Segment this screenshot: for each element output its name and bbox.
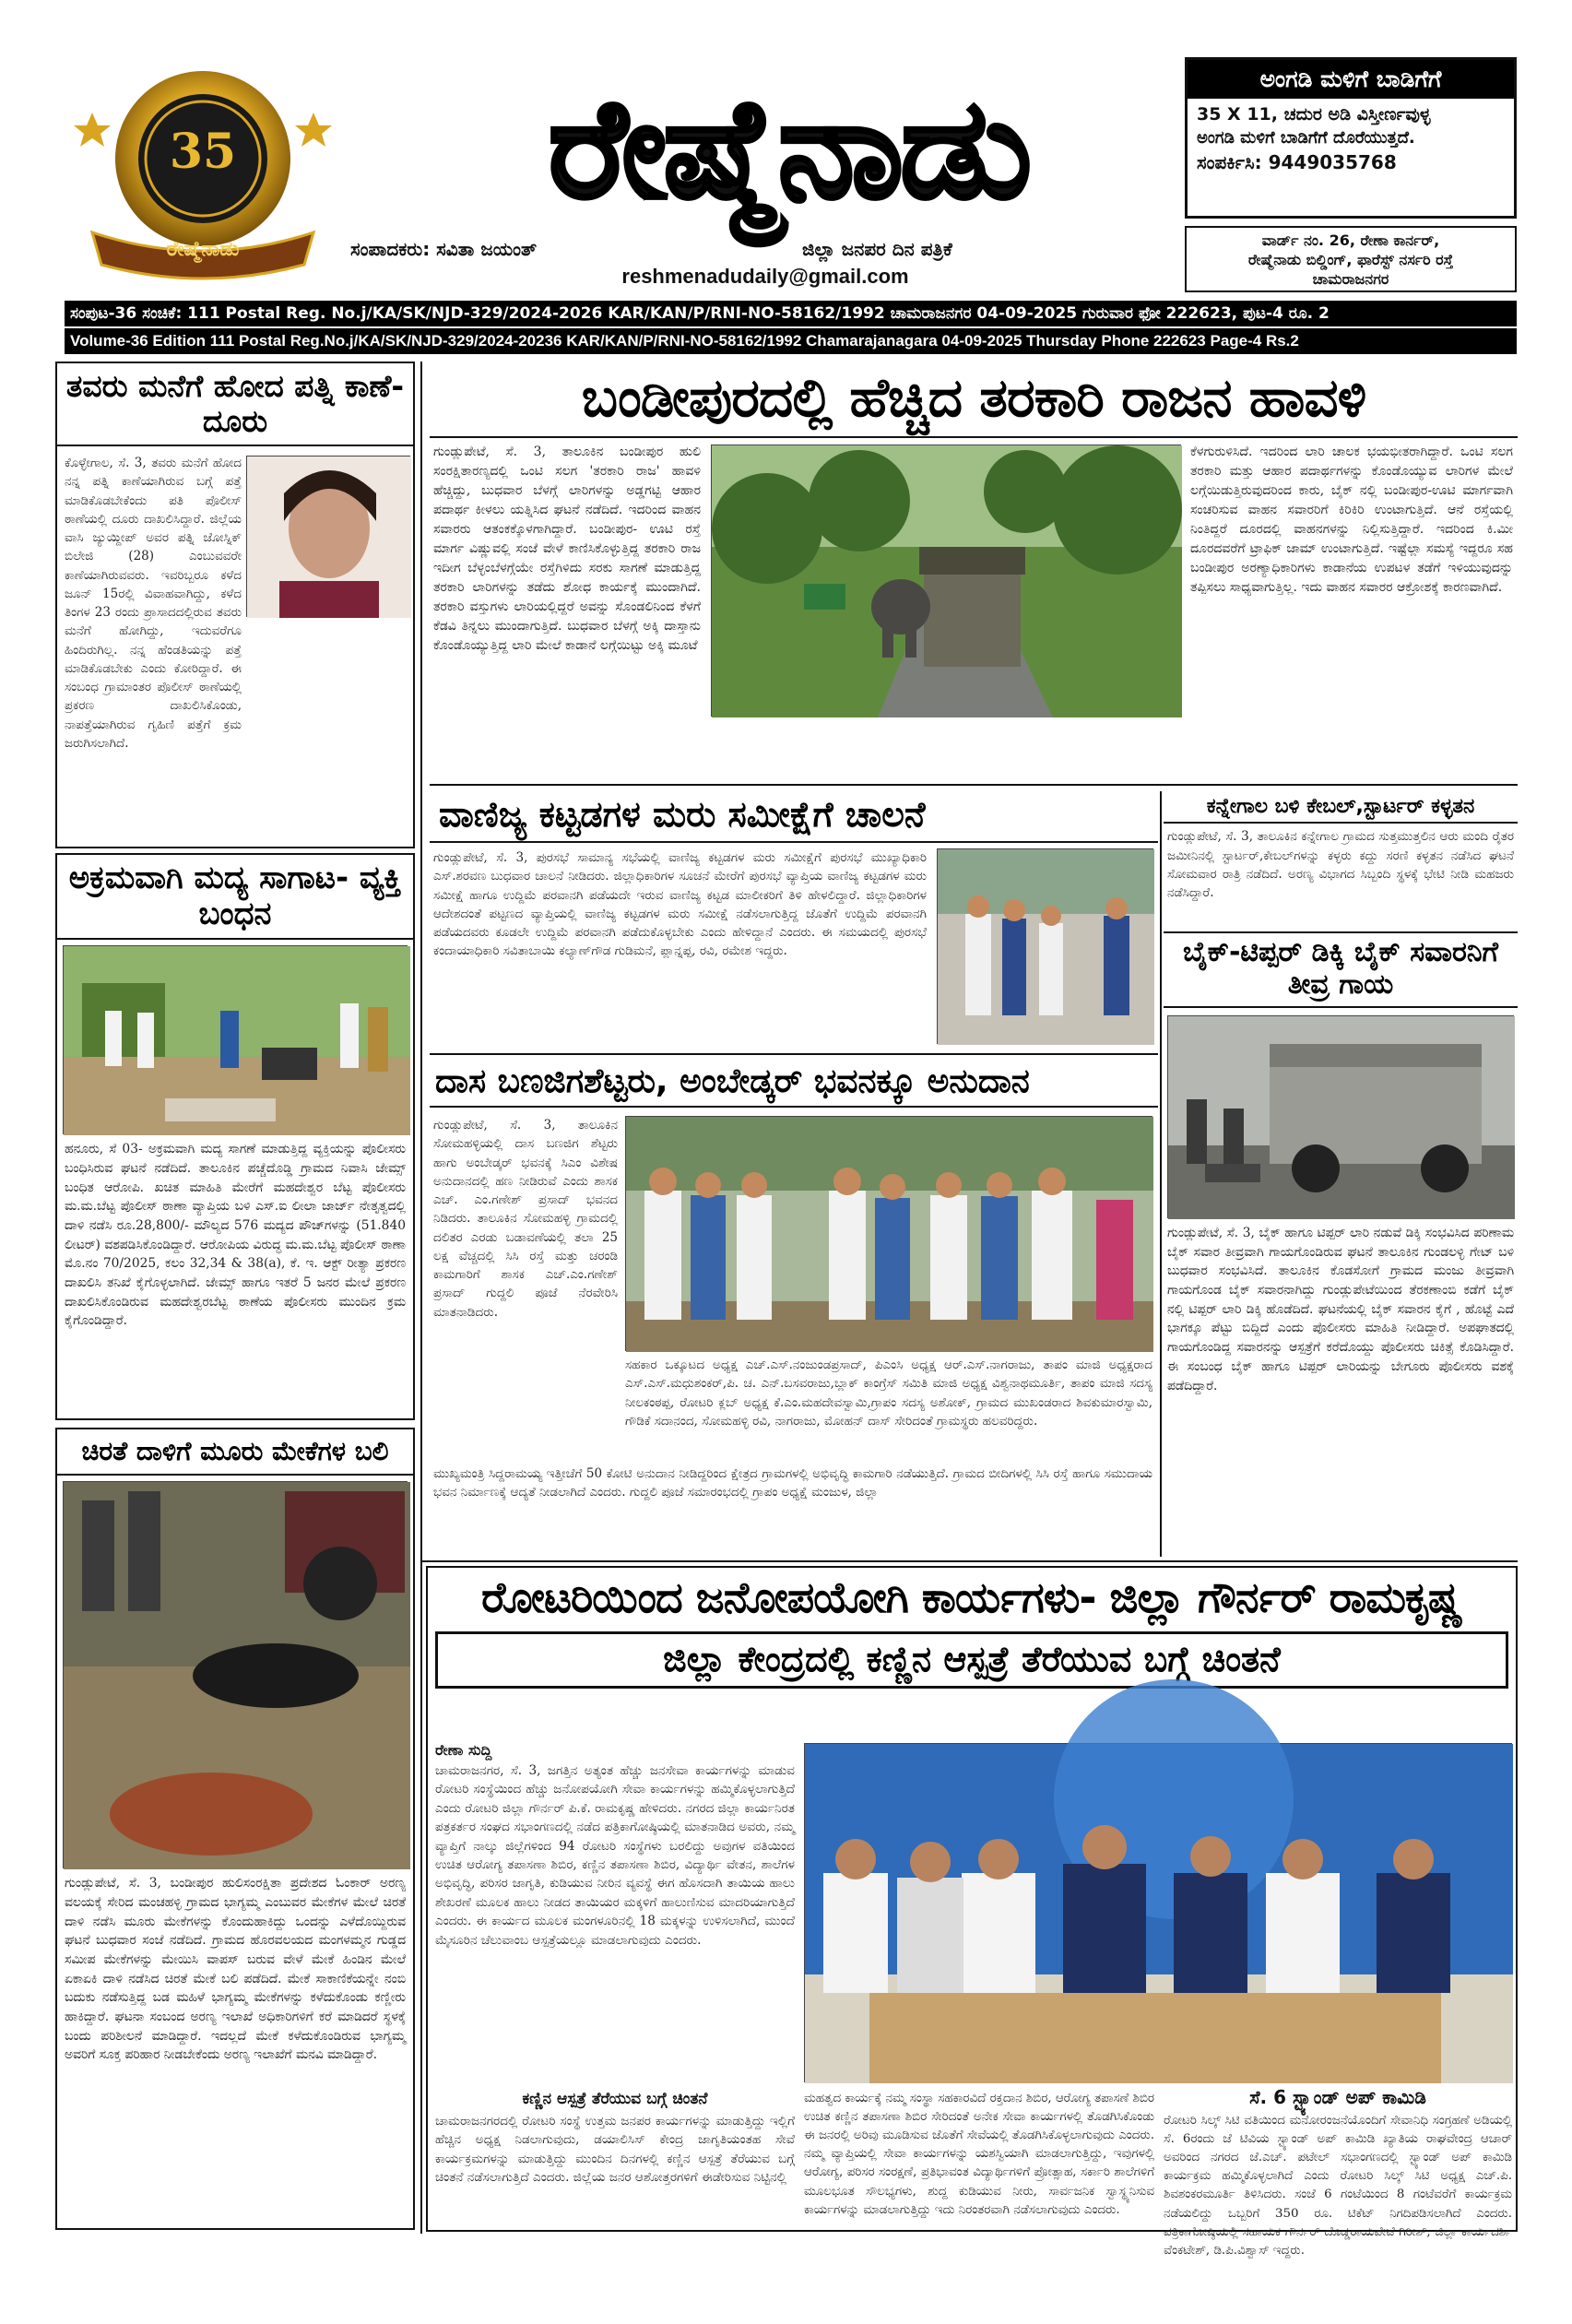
photo-dasa-ceremony xyxy=(625,1116,1152,1351)
headline-liquor: ಅಕ್ರಮವಾಗಿ ಮದ್ಯ ಸಾಗಾಟ- ವ್ಯಕ್ತಿ ಬಂಧನ xyxy=(57,855,413,940)
headline-dasa: ದಾಸ ಬಣಜಿಗಶೆಟ್ಟರು, ಅಂಬೇಡ್ಕರ್ ಭವನಕ್ಕೂ ಅನುದಾನ xyxy=(430,1059,1158,1108)
column-rule-left xyxy=(420,362,422,2234)
story-elephant xyxy=(430,362,1518,781)
editor-line: ಸಂಪಾದಕರು: ಸವಿತಾ ಜಯಂತ್ xyxy=(350,238,538,260)
headline-tipper: ಬೈಕ್-ಟಿಪ್ಪರ್ ಡಿಕ್ಕಿ ಬೈಕ್ ಸವಾರನಿಗೆ ತೀವ್ರ ಗಾಯ xyxy=(1164,931,1518,1008)
body-cable-theft: ಗುಂಡ್ಲುಪೇಟೆ, ಸೆ. 3, ತಾಲೂಕಿನ ಕನ್ನೇಗಾಲ ಗ್ರಾಮದ ಸುತ್ತಮುತ್ತಲಿನ ಆರು ಮಂದಿ ರೈತರ ಜಮೀನಿನಲ್ಲಿ ಸ್ಟಾರ್ಟರ್,ಕೇಬಲ್‌ಗಳನ್ನು ಕಳ್ಳರು ಕದ್ದು ಸರಣಿ ಕಳ್ಳತನ ನಡೆಸಿದ ಘಟನೆ ಸೋಮವಾರ ರಾತ್ರಿ ನಡೆದಿದೆ. ಅರಣ್ಯ ವಿಭಾಗದ ಸಿಬ್ಬಂದಿ ಸ್ಥಳಕ್ಕೆ ಭೇಟಿ ನೀಡಿ ಮಹಜರು ನಡೆಸಿದ್ದಾರೆ. xyxy=(1167,829,1514,901)
body-dasa-full: ಮುಖ್ಯಮಂತ್ರಿ ಸಿದ್ದರಾಮಯ್ಯ ಇತ್ತೀಚೆಗೆ 50 ಕೋಟಿ ಅನುದಾನ ನೀಡಿದ್ದರಿಂದ ಕ್ಷೇತ್ರದ ಗ್ರಾಮಗಳಲ್ಲಿ ಅಭಿವೃದ್ಧಿ ಕಾಮಗಾರಿ ನಡೆಯುತ್ತಿದೆ. ಗ್ರಾಮದ ಬೀದಿಗಳಲ್ಲಿ ಸಿಸಿ ರಸ್ತೆ ಹಾಗೂ ಸಮುದಾಯ ಭವನ ನಿರ್ಮಾಣಕ್ಕೆ ಆದ್ಯತೆ ನೀಡಲಾಗಿದೆ ಎಂದರು. ಗುದ್ದಲಿ ಪೂಜೆ ಸಮಾರಂಭದಲ್ಲಿ ಗ್ರಾಪಂ ಅಧ್ಯಕ್ಷೆ ಮಂಜುಳ, ಜಿಲ್ಲಾ xyxy=(433,1466,1152,1500)
rotary-comedy-heading: ಸೆ. 6 ಸ್ಟ್ಯಾಂಡ್ ಅಪ್ ಕಾಮಿಡಿ xyxy=(1249,2086,1426,2108)
rental-ad-line1: 35 X 11, ಚದುರ ಅಡಿ ವಿಸ್ತೀರ್ಣವುಳ್ಳ xyxy=(1197,104,1431,125)
photo-goat-carcass xyxy=(63,1481,408,1868)
headline-elephant: ಬಂಡೀಪುರದಲ್ಲಿ ಹೆಚ್ಚಿದ ತರಕಾರಿ ರಾಜನ ಹಾವಳಿ xyxy=(430,362,1518,438)
body-commercial: ಗುಂಡ್ಲುಪೇಟೆ, ಸೆ. 3, ಪುರಸಭೆ ಸಾಮಾನ್ಯ ಸಭೆಯಲ್ಲಿ ವಾಣಿಜ್ಯ ಕಟ್ಟಡಗಳ ಮರು ಸಮೀಕ್ಷೆಗೆ ಪುರಸಭೆ ಮುಖ್ಯಾಧಿಕಾರಿ ಎಸ್.ಶರವಣ ಬುಧವಾರ ಚಾಲನೆ ನೀಡಿದರು. ಜಿಲ್ಲಾಧಿಕಾರಿಗಳ ಸೂಚನೆ ಮೇರೆಗೆ ಪುರಸಭೆ ವ್ಯಾಪ್ತಿಯ ವಾಣಿಜ್ಯ ಕಟ್ಟಡಗಳ ಮರು ಸಮೀಕ್ಷೆ ಹಾಗೂ ಉದ್ದಿಮೆ ಪರವಾನಗಿ ಪಡೆಯದೇ ಇರುವ ವಾಣಿಜ್ಯ ಕಟ್ಟಡ ಮಾಲೀಕರಿಗೆ ತಿಳಿ ಹೇಳಲಿದ್ದಾರೆ. ಜಿಲ್ಲಾಧಿಕಾರಿಗಳ ಆದೇಶದಂತೆ ಪಟ್ಟಣದ ವ್ಯಾಪ್ತಿಯಲ್ಲಿ ವಾಣಿಜ್ಯ ಕಟ್ಟಡಗಳ ಮರು ಸಮೀಕ್ಷೆ ನಡೆಸಲಾಗುತ್ತಿದ್ದ ಜೊತೆಗೆ ಉದ್ದಿಮೆ ಪರವಾನಗಿ ಪಡೆಯದವರು ಕೂಡಲೇ ಉದ್ದಿಮೆ ಪರವಾನಗಿ ಪಡೆದುಕೊಳ್ಳಬೇಕು ಎಂದು ಹೇಳಿದ್ದಾನೆ ಎಂದರು. ಈ ಸಮಯದಲ್ಲಿ ಪುರಸಭೆ ಕಂದಾಯಾಧಿಕಾರಿ ಸವಿತಾಬಾಯಿ ಕಲ್ಯಾಣ್‌ಗೌಡ ಗುಡಿಮನೆ, ಪ್ಲಾನ್ನಪ್ಪ, ರವಿ, ರಮೇಶ ಇದ್ದರು. xyxy=(433,850,927,959)
story-rotary xyxy=(426,1566,1518,2258)
rule-under-elephant xyxy=(430,784,1518,786)
address-line1: ವಾರ್ಡ್ ನಂ. 26, ರೇಣಾ ಕಾರ್ನರ್, xyxy=(1261,231,1440,249)
headline-commercial: ವಾಣಿಜ್ಯ ಕಟ್ಟಡಗಳ ಮರು ಸಮೀಕ್ಷೆಗೆ ಚಾಲನೆ xyxy=(430,791,1158,843)
story-leopard xyxy=(55,1428,415,2230)
badge-number: 35 xyxy=(169,124,237,180)
anniversary-logo xyxy=(65,57,341,297)
story-liquor xyxy=(55,853,415,1420)
rule-above-rotary xyxy=(420,1560,1518,1562)
body-leopard: ಗುಂಡ್ಲುಪೇಟೆ, ಸೆ. 3, ಬಂಡೀಪುರ ಹುಲಿಸಂರಕ್ಷಿತಾ ಪ್ರದೇಶದ ಓಂಕಾರ್ ಅರಣ್ಯ ವಲಯಕ್ಕೆ ಸೇರಿದ ಮಂಚಹಳ್ಳಿ ಗ್ರಾಮದ ಭಾಗ್ಯಮ್ಮ ಎಂಬುವರ ಮೇಕೆಗಳ ಮೇಲೆ ಚಿರತೆ ದಾಳಿ ನಡೆಸಿ ಮೂರು ಮೇಕೆಗಳನ್ನು ಕೊಂದುಹಾಕಿದ್ದು ಒಂದನ್ನು ಎಳೆದೊಯ್ದಿರುವ ಘಟನೆ ಬುಧವಾರ ಸಂಜೆ ನಡೆದಿದೆ. ಗ್ರಾಮದ ಹೊರವಲಯದ ಮಂಗಳಮ್ಮನ ಗುಡ್ಡದ ಸಮೀಪ ಮೇಕೆಗಳನ್ನು ಮೇಯಿಸಿ ವಾಪಸ್ ಬರುವ ವೇಳೆ ಮೇಕೆ ಹಿಂಡಿನ ಮೇಲೆ ಏಕಾಏಕಿ ದಾಳಿ ನಡೆಸಿದ ಚಿರತೆ ಮೇಕೆ ಬಲಿ ಪಡೆದಿದೆ. ಮೇಕೆ ಸಾಕಾಣಿಕೆಯನ್ನೇ ನಂಬಿ ಬದುಕು ನಡೆಸುತ್ತಿದ್ದ ಬಡ ಮಹಿಳೆ ಭಾಗ್ಯಮ್ಮ ಮೇಕೆಗಳನ್ನು ಕಳೆದುಕೊಂಡು ಕಣ್ಣೀರು ಹಾಕಿದ್ದಾರೆ. ಘಟನಾ ಸಂಬಂದ ಅರಣ್ಯ ಇಲಾಖೆ ಅಧಿಕಾರಿಗಳಿಗೆ ಕರೆ ಮಾಡಿದರೆ ಸ್ಥಳಕ್ಕೆ ಬಂದು ಪರಿಶೀಲನೆ ಮಾಡಿದ್ದಾರೆ. ಇದಲ್ಲದೆ ಮೇಕೆ ಕಳೆದುಕೊಂಡಿರುವ ಭಾಗ್ಯಮ್ಮ ಅವರಿಗೆ ಸೂಕ್ತ ಪರಿಹಾರ ನೀಡಬೇಕೆಂದು ಅರಣ್ಯ ಇಲಾಖೆಗೆ ಮನವಿ ಮಾಡಿದ್ದಾರೆ. xyxy=(65,1876,406,2063)
office-address xyxy=(1185,226,1517,292)
rental-ad-title: ಅಂಗಡಿ ಮಳಿಗೆ ಬಾಡಿಗೆಗೆ xyxy=(1188,60,1514,99)
address-line2: ರೇಷ್ಮೆನಾಡು ಬಿಲ್ಡಿಂಗ್, ಫಾರೆಸ್ಟ್ ನರ್ಸರಿ ರಸ್ತೆ xyxy=(1247,250,1454,268)
story-dasa xyxy=(430,1059,1158,1557)
badge-ribbon-text: ರೇಷ್ಮೆನಾಡು xyxy=(166,238,240,261)
photo-missing-woman xyxy=(246,456,410,617)
body-rotary-mid: ಮಹತ್ವದ ಕಾರ್ಯಕ್ಕೆ ನಮ್ಮ ಸಂಸ್ಥಾ ಸಹಕಾರವಿದೆ ರಕ್ತದಾನ ಶಿಬಿರ, ಆರೋಗ್ಯ ತಪಾಸಣೆ ಶಿಬಿರ ಉಚಿತ ಕಣ್ಣಿನ ತಪಾಸಣಾ ಶಿಬಿರ ಸೇರಿದಂತೆ ಅನೇಕ ಸೇವಾ ಕಾರ್ಯಗಳಲ್ಲಿ ತೊಡಗಿಸಿಕೊಂಡು ಈ ಜನರಲ್ಲಿ ಅರಿವು ಮೂಡಿಸುವ ಜೊತೆಗೆ ಸೇವೆಯಲ್ಲಿ ತೊಡಗಿಸಿಕೊಳ್ಳಲಾಗುವುದು ಎಂದರು. ನಮ್ಮ ವ್ಯಾಪ್ತಿಯಲ್ಲಿ ಸೇವಾ ಕಾರ್ಯಗಳನ್ನು ಯಶಸ್ವಿಯಾಗಿ ಮಾಡಲಾಗುತ್ತಿದ್ದು, ಇವುಗಳಲ್ಲಿ ಆರೋಗ್ಯ, ಪರಿಸರ ಸಂರಕ್ಷಣೆ, ಪ್ರತಿಭಾವಂತ ವಿದ್ಯಾರ್ಥಿಗಳಿಗೆ ಪ್ರೋತ್ಸಾಹ, ಸರ್ಕಾರಿ ಶಾಲೆಗಳಿಗೆ ಮೂಲಭೂತ ಸೌಲಭ್ಯಗಳು, ಶುದ್ದ ಕುಡಿಯುವ ನೀರು, ಸಾರ್ವಜನಿಕ ಸ್ವಾಸ್ಥ್ಯನಿಸುವ ಕಾರ್ಯಗಳನ್ನು ಮಾಡಲಾಗುತ್ತಿದ್ದು ಇದು ನಿರಂತರವಾಗಿ ನಡೆಸಲಾಗುವುದು ಎಂದರು. xyxy=(804,2092,1154,2217)
body-elephant-left: ಗುಂಡ್ಲುಪೇಟೆ, ಸೆ. 3, ತಾಲೂಕಿನ ಬಂಡೀಪುರ ಹುಲಿ ಸಂರಕ್ಷಿತಾರಣ್ಯದಲ್ಲಿ ಒಂಟಿ ಸಲಗ 'ತರಕಾರಿ ರಾಜ' ಹಾವಳಿ ಹೆಚ್ಚಿದ್ದು, ಬುಧವಾರ ಬೆಳಗ್ಗೆ ಲಾರಿಗಳನ್ನು ಅಡ್ಡಗಟ್ಟಿ ಆಹಾರ ಪದಾರ್ಥ ಕೀಳಲು ಯತ್ನಿಸಿದ ಘಟನೆ ನಡೆದಿದೆ. ಇದರಿಂದ ವಾಹನ ಸವಾರರು ಆತಂಕಕ್ಕೊಳಗಾಗಿದ್ದಾರೆ. ಬಂಡೀಪುರ- ಊಟಿ ರಸ್ತೆ ಮಾರ್ಗ ವಿಷ್ಣುವಲ್ಲಿ ಸಂಜೆ ವೇಳೆ ಕಾಣಿಸಿಕೊಳ್ಳುತ್ತಿದ್ದ ತರಕಾರಿ ರಾಜ ಇದೀಗ ಬೆಳ್ಳಂಬೆಳಗ್ಗೆಯೇ ರಸ್ತೆಗಿಳಿದು ಸರಕು ಸಾಗಣೆ ಮಾಡುತ್ತಿದ್ದ ತರಕಾರಿ ಲಾರಿಗಳನ್ನು ತಡೆದು ಶೋಧ ಕಾರ್ಯಕ್ಕೆ ಮುಂದಾಗಿದೆ. ತರಕಾರಿ ವಸ್ತುಗಳು ಲಾರಿಯಲ್ಲಿದ್ದರೆ ಅವನ್ನು ಸೊಂಡಲಿನಿಂದ ಕೆಳಗೆ ಕೆಡವಿ ತಿನ್ನಲು ಮುಂದಾಗುತ್ತಿದೆ. ಬುಧವಾರ ಬೆಳಗ್ಗೆ ಅಕ್ಕಿ ದಾಸ್ತಾನು ಕೊಂಡೊಯ್ಯುತ್ತಿದ್ದ ಲಾರಿ ಮೇಲೆ ಕಾಡಾನೆ ಲಗ್ಗೆಯಿಟ್ಟು ಅಕ್ಕಿ ಮೂಟೆ xyxy=(433,445,701,653)
headline-leopard: ಚಿರತೆ ದಾಳಿಗೆ ಮೂರು ಮೇಕೆಗಳ ಬಲಿ xyxy=(57,1429,413,1476)
headline-missing-wife: ತವರು ಮನೆಗೆ ಹೋದ ಪತ್ನಿ ಕಾಣೆ-ದೂರು xyxy=(57,363,413,446)
photo-commercial-survey xyxy=(937,848,1153,1044)
story-commercial xyxy=(430,791,1158,1051)
body-tipper: ಗುಂಡ್ಲುಪೇಟೆ, ಸೆ. 3, ಬೈಕ್ ಹಾಗೂ ಟಿಪ್ಪರ್ ಲಾರಿ ನಡುವೆ ಡಿಕ್ಕಿ ಸಂಭವಿಸಿದ ಪರಿಣಾಮ ಬೈಕ್ ಸವಾರ ತೀವ್ರವಾಗಿ ಗಾಯಗೊಂಡಿರುವ ಘಟನೆ ತಾಲೂಕಿನ ಗುಂಡಲಳ್ಳಿ ಗೇಟ್ ಬಳಿ ಬುಧವಾರ ಸಂಭವಿಸಿದೆ. ತಾಲೂಕಿನ ಕೊಡಸೋಗೆ ಗ್ರಾಮದ ಮಂಜು ತೀವ್ರವಾಗಿ ಗಾಯಗೊಂಡ ಬೈಕ್ ಸವಾರನಾಗಿದ್ದು ಗುಂಡ್ಲುಪೇಟೆಯಿಂದ ತೆರಕಣಾಂಬಿ ಕಡೆಗೆ ಬೈಕ್ ನಲ್ಲಿ ಟಿಪ್ಪರ್ ಲಾರಿ ಡಿಕ್ಕಿ ಹೊಡೆದಿದೆ. ಘಟನೆಯಲ್ಲಿ ಬೈಕ್ ಸವಾರನ ಕೈಗೆ , ಹೊಟ್ಟೆ ಎದೆ ಭಾಗಕ್ಕೂ ಪೆಟ್ಟು ಬಿದ್ದಿದೆ ಎಂದು ಪೊಲೀಸರು ಮಾಹಿತಿ ನೀಡಿದ್ದಾರೆ. ಅಪಘಾತದಲ್ಲಿ ಗಾಯಗೊಂಡಿದ್ದ ಸವಾರನನ್ನು ಆಸ್ಪತ್ರೆಗೆ ಕರೆದೊಯ್ದು ಪೊಲೀಸರು ಚಿಕಿತ್ಸೆ ಕೊಡಿಸಿದ್ದಾರೆ. ಈ ಸಂಬಂಧ ಬೈಕ್ ಹಾಗೂ ಟಿಪ್ಪರ್ ಲಾರಿಯನ್ನು ಬೇಗೂರು ಪೊಲೀಸರು ವಶಕ್ಕೆ ಪಡೆದಿದ್ದಾರೆ. xyxy=(1167,1226,1514,1393)
info-bar-kannada: ಸಂಪುಟ-36 ಸಂಚಿಕೆ: 111 Postal Reg. No.j/KA/SK/NJD-329/2024-2026 KAR/KAN/P/RNI-NO-58162/1992 ಚಾಮರಾಜನಗರ 04-09-2025 ಗುರುವಾರ ಫೋ 222623, ಪುಟ-4 ರೂ. 2 xyxy=(65,301,1517,326)
body-dasa-left: ಗುಂಡ್ಲುಪೇಟೆ, ಸೆ. 3, ತಾಲೂಕಿನ ಸೋಮಹಳ್ಳಿಯಲ್ಲಿ ದಾಸ ಬಣಜಿಗ ಶೆಟ್ಟರು ಹಾಗು ಅಂಬೇಡ್ಕರ್ ಭವನಕ್ಕೆ ಸಿಎಂ ವಿಶೇಷ ಅನುದಾನದಲ್ಲಿ ಹಣ ನೀಡಿರುವೆ ಎಂದು ಶಾಸಕ ಎಚ್. ಎಂ.ಗಣೇಶ್ ಪ್ರಸಾದ್ ಭವನದ ನಿಡಿದರು. ತಾಲೂಕಿನ ಸೋಮಹಳ್ಳಿ ಗ್ರಾಮದಲ್ಲಿ ದಲಿತರ ಎರಡು ಬಡಾವಣೆಯಲ್ಲಿ ತಲಾ 25 ಲಕ್ಷ ವೆಚ್ಚದಲ್ಲಿ ಸಿಸಿ ರಸ್ತೆ ಮತ್ತು ಚರಂಡಿ ಕಾಮಗಾರಿಗೆ ಶಾಸಕ ಎಚ್.ಎಂ.ಗಣೇಶ್ ಪ್ರಸಾದ್ ಗುದ್ದಲಿ ಪೂಜೆ ನೆರವೇರಿಸಿ ಮಾತನಾಡಿದರು. xyxy=(433,1118,618,1320)
rule-under-commercial xyxy=(430,1053,1158,1055)
body-missing-wife-cont xyxy=(65,622,409,843)
column-rule-right xyxy=(1160,791,1162,1557)
info-bar-english: Volume-36 Edition 111 Postal Reg.No.j/KA/SK/NJD-329/2024-20236 KAR/KAN/P/RNI-NO-58162/1992 Chamarajanagara 04-09-2025 Thursday Phone 222623 Page-4 Rs.2 xyxy=(65,328,1517,354)
rental-ad-contact: ಸಂಪರ್ಕಿಸಿ: 9449035768 xyxy=(1197,151,1397,173)
body-liquor: ಹನೂರು, ಸೆ 03- ಅಕ್ರಮವಾಗಿ ಮದ್ಯ ಸಾಗಣೆ ಮಾಡುತ್ತಿದ್ದ ವ್ಯಕ್ತಿಯನ್ನು ಪೊಲೀಸರು ಬಂಧಿಸಿರುವ ಘಟನೆ ನಡೆದಿದೆ. ತಾಲೂಕಿನ ಪಚ್ಚೆದೊಡ್ಡಿ ಗ್ರಾಮದ ನಿವಾಸಿ ಜೇಮ್ಸ್ ಬಂಧಿತ ಆರೋಪಿ. ಖಚಿತ ಮಾಹಿತಿ ಮೇರೆಗೆ ಮಹದೇಶ್ವರ ಬೆಟ್ಟ ಪೊಲೀಸರು ಮ.ಮ.ಬೆಟ್ಟ ಪೊಲೀಸ್ ಠಾಣಾ ವ್ಯಾಪ್ತಿಯ ಬಳಿ ಎಸ್.ಐ ಲೀಲಾ ಜಾರ್ಜ್ ನೇತೃತ್ವದಲ್ಲಿ ದಾಳಿ ನಡೆಸಿ ರೂ.28,800/- ಮೌಲ್ಯದ 576 ಮದ್ಯದ ಪೌಚ್‌ಗಳನ್ನು (51.840 ಲೀಟರ್) ವಶಪಡಿಸಿಕೊಂಡಿದ್ದಾರೆ. ಆರೋಪಿಯ ವಿರುದ್ಧ ಮ.ಮ.ಬೆಟ್ಟ ಪೊಲೀಸ್ ಠಾಣಾ ಮೊ.ನಂ 70/2025, ಕಲಂ 32,34 & 38(a), ಕೆ. ಇ. ಆಕ್ಟ್ ರೀತ್ಯಾ ಪ್ರಕರಣ ದಾಖಲಿಸಿ ತನಿಖೆ ಕೈಗೊಳ್ಳಲಾಗಿದೆ. ಜೇಮ್ಸ್ ಹಾಗೂ ಇತರೆ 5 ಜನರ ಮೇಲೆ ಪ್ರಕರಣ ದಾಖಲಿಸಿಕೊಂಡಿರುವ ಮಹದೇಶ್ವರಬೆಟ್ಟ ಠಾಣೆಯ ಪೊಲೀಸರು ಮುಂದಿನ ಕ್ರಮ ಕೈಗೊಂಡಿದ್ದಾರೆ. xyxy=(65,1142,406,1329)
rotary-eye-heading: ಕಣ್ಣಿನ ಆಸ್ಪತ್ರೆ ತೆರೆಯುವ ಬಗ್ಗೆ ಚಿಂತನೆ xyxy=(522,2090,708,2108)
story-missing-wife xyxy=(55,362,415,848)
story-tipper xyxy=(1164,931,1518,1559)
story-cable-theft xyxy=(1164,791,1518,930)
masthead xyxy=(65,57,1517,299)
rental-ad-line2: ಅಂಗಡಿ ಮಳಿಗೆ ಬಾಡಿಗೆಗೆ ದೊರೆಯುತ್ತದೆ. xyxy=(1197,128,1415,148)
rental-ad xyxy=(1185,57,1517,219)
subheadline-rotary: ಜಿಲ್ಲಾ ಕೇಂದ್ರದಲ್ಲಿ ಕಣ್ಣಿನ ಆಸ್ಪತ್ರೆ ತೆರೆಯುವ ಬಗ್ಗೆ ಚಿಂತನೆ xyxy=(435,1631,1508,1689)
headline-cable-theft: ಕನ್ನೇಗಾಲ ಬಳಿ ಕೇಬಲ್,ಸ್ಟಾರ್ಟರ್ ಕಳ್ಳತನ xyxy=(1164,791,1518,824)
body-dasa-right: ಸಹಕಾರ ಒಕ್ಕೂಟದ ಅಧ್ಯಕ್ಷ ಎಚ್.ಎಸ್.ನಂಜುಂಡಪ್ರಸಾದ್, ಪಿಎಂಸಿ ಅಧ್ಯಕ್ಷ ಆರ್.ಎಸ್.ನಾಗರಾಜು, ತಾಪಂ ಮಾಜಿ ಅಧ್ಯಕ್ಷರಾದ ಎಸ್.ಎಸ್.ಮಧುಶಂಕರ್,ಪಿ. ಚ. ಎನ್.ಬಸವರಾಜು,ಬ್ಲಾಕ್ ಕಾಂಗ್ರೆಸ್ ಸಮಿತಿ ಮಾಜಿ ಅಧ್ಯಕ್ಷ ವಿಶ್ವನಾಥಮೂರ್ತಿ, ತಾಪಂ ಮಾಜಿ ಸದಸ್ಯ ನೀಲಕಂಠಪ್ಪ, ರೋಟರಿ ಕ್ಲಬ್ ಅಧ್ಯಕ್ಷ ಕೆ.ಎಂ.ಮಹದೇವಸ್ವಾಮಿ,ಗ್ರಾಪಂ ಸದಸ್ಯ ಅಶೋಕ್, ಗ್ರಾಮದ ಮುಖಂಡರಾದ ಶಿವಕುಮಾರಸ್ವಾಮಿ, ಗೌಡಿಕೆ ಸದಾನಂದ, ಸೋಮಹಳ್ಳಿ ರವಿ, ನಾಗರಾಜು, ಮೋಹನ್ ದಾಸ್ ಸೇರಿದಂತೆ ಗ್ರಾಮಸ್ಥರು ಹಲವರಿದ್ದರು. xyxy=(625,1358,1152,1429)
photo-rotary-press-meet xyxy=(804,1743,1512,2082)
body-elephant-right: ಕೆಳಗುರುಳಿಸಿದೆ. ಇದರಿಂದ ಲಾರಿ ಚಾಲಕ ಭಯಭೀತರಾಗಿದ್ದಾರೆ. ಒಂಟಿ ಸಲಗ ತರಕಾರಿ ಮತ್ತು ಆಹಾರ ಪದಾರ್ಥಗಳನ್ನು ಕೊಂಡೊಯ್ಯುವ ಲಾರಿಗಳ ಮೇಲೆ ಲಗ್ಗೆಯಿಡುತ್ತಿರುವುದರಿಂದ ಕಾರು, ಬೈಕ್ ನಲ್ಲಿ ಬಂಡೀಪುರ-ಊಟಿ ಮಾರ್ಗವಾಗಿ ಸಂಚರಿಸುವ ವಾಹನ ಸವಾರರಿಗೆ ಕಿರಿಕಿರಿ ಉಂಟಾಗುತ್ತಿದೆ. ಆನೆ ರಸ್ತೆಯಲ್ಲಿ ನಿಂತಿದ್ದರೆ ದೂರದಲ್ಲಿ ವಾಹನಗಳನ್ನು ನಿಲ್ಲಿಸುತ್ತಿದ್ದಾರೆ. ಇದರಿಂದ ಕಿ.ಮೀ ದೂರದವರೆಗೆ ಟ್ರಾಫಿಕ್ ಜಾಮ್ ಉಂಟಾಗುತ್ತಿದೆ. ಇಷ್ಟೆಲ್ಲಾ ಸಮಸ್ಯೆ ಇದ್ದರೂ ಸಹ ಬಂಡೀಪುರ ಅರಣ್ಯಾಧಿಕಾರಿಗಳು ಕಾಡಾನೆಯ ಉಪಟಳ ತಡೆಗೆ ಇಳಿಯುವುದನ್ನು ತಪ್ಪಿಸಲು ಸಾಧ್ಯವಾಗುತ್ತಿಲ್ಲ. ಇದು ವಾಹನ ಸವಾರರ ಆಕ್ರೋಶಕ್ಕೆ ಕಾರಣವಾಗಿದೆ. xyxy=(1190,445,1513,595)
photo-tipper-accident xyxy=(1167,1015,1514,1218)
headline-rotary: ರೋಟರಿಯಿಂದ ಜನೋಪಯೋಗಿ ಕಾರ್ಯಗಳು- ಜಿಲ್ಲಾ ಗೌರ್ನರ್ ರಾಮಕೃಷ್ಣ xyxy=(481,1572,1462,1622)
address-line3: ಚಾಮರಾಜನಗರ xyxy=(1312,269,1389,288)
newspaper-title: ರೇಷ್ಮೆನಾಡು xyxy=(548,69,1029,230)
photo-liquor-seizure xyxy=(63,945,408,1134)
body-missing-wife: ಕೊಳ್ಳೇಗಾಲ, ಸೆ. 3, ತವರು ಮನೆಗೆ ಹೋದ ನನ್ನ ಪತ್ನಿ ಕಾಣೆಯಾಗಿರುವ ಬಗ್ಗೆ ಪತ್ತೆ ಮಾಡಿಕೊಡಬೇಕೆಂದು ಪತಿ ಪೊಲೀಸ್ ಠಾಣೆಯಲ್ಲಿ ದೂರು ದಾಖಲಿಸಿದ್ದಾರೆ. ಜಿಲ್ಲೆಯ ವಾಸಿ ಜ್ಯುಯ್ದೀಪ್ ಅವರ ಪತ್ನಿ ಜೋಸ್ನಿಕ್ ಬಿಲೇಜಿ (28) ಎಂಬುವವರೇ ಕಾಣೆಯಾಗಿರುವವರು. ಇವರಿಬ್ಬರೂ ಕಳೆದ ಜೂನ್ 15ರಲ್ಲಿ ವಿವಾಹವಾಗಿದ್ದು, ಕಳೆದ ತಿಂಗಳ 23 ರಂದು ಪ್ರಾಸಾದದಲ್ಲಿರುವ ತವರು ಮನೆಗೆ ಹೋಗಿದ್ದು, ಇದುವರೆಗೂ ಹಿಂದಿರುಗಿಲ್ಲ. ನನ್ನ ಹೆಂಡತಿಯನ್ನು ಪತ್ತೆ ಮಾಡಿಕೊಡಬೇಕು ಎಂದು ಕೋರಿದ್ದಾರೆ. ಈ ಸಂಬಂಧ ಗ್ರಾಮಾಂತರ ಪೊಲೀಸ್ ಠಾಣೆಯಲ್ಲಿ ಪ್ರಕರಣ ದಾಖಲಿಸಿಕೊಂಡು, ನಾಪತ್ತೆಯಾಗಿರುವ ಗೃಹಿಣಿ ಪತ್ತೆಗೆ ಕ್ರಮ ಜರುಗಿಸಲಾಗಿದೆ. xyxy=(65,456,242,751)
body-rotary-left: ಚಾಮರಾಜನಗರ, ಸೆ. 3, ಜಗತ್ತಿನ ಅತ್ಯಂತ ಹೆಚ್ಚು ಜನಸೇವಾ ಕಾರ್ಯಗಳನ್ನು ಮಾಡುವ ರೋಟರಿ ಸಂಸ್ಥೆಯಿಂದ ಹೆಚ್ಚು ಜನೋಪಯೋಗಿ ಸೇವಾ ಕಾರ್ಯಗಳನ್ನು ಹಮ್ಮಿಕೊಳ್ಳಲಾಗುತ್ತಿದೆ ಎಂದು ರೋಟರಿ ಜಿಲ್ಲಾ ಗೌರ್ನರ್ ಪಿ.ಕೆ. ರಾಮಕೃಷ್ಣ ಹೇಳಿದರು. ನಗರದ ಜಿಲ್ಲಾ ಕಾರ್ಯನಿರತ ಪತ್ರಕರ್ತರ ಸಂಘದ ಸಭಾಂಗಣದಲ್ಲಿ ನಡೆದ ಪತ್ರಿಕಾಗೋಷ್ಠಿಯಲ್ಲಿ ಮಾತನಾಡಿದ ಅವರು, ನಮ್ಮ ವ್ಯಾಪ್ತಿಗೆ ನಾಲ್ಕು ಜಿಲ್ಲೆಗಳಿಂದ 94 ರೋಟರಿ ಸಂಸ್ಥೆಗಳು ಬರಲಿದ್ದು ಅವುಗಳ ವತಿಯಿಂದ ಉಚಿತ ಆರೋಗ್ಯ ತಪಾಸಣಾ ಶಿಬಿರ, ಕಣ್ಣಿನ ತಪಾಸಣಾ ಶಿಬಿರ, ವಿದ್ಯಾರ್ಥಿ ವೇತನ, ಶಾಲೆಗಳ ಅಭಿವೃದ್ಧಿ, ಪರಿಸರ ಜಾಗೃತಿ, ಕುಡಿಯುವ ನೀರಿನ ವ್ಯವಸ್ಥೆ ಈಗ ಹೊಸದಾಗಿ ತಾಯಿಯ ಹಾಲು ಶೇಖರಣೆ ಮೂಲಕ ಹಾಲು ನೀಡದ ತಾಯಿಯರ ಮಕ್ಕಳಿಗೆ ಹಾಲುಣಿಸುವ ಮಾದರಿಯಾಗುತ್ತಿದೆ ಎಂದರು. ಈ ಕಾರ್ಯದ ಮೂಲಕ ಮಂಗಳೂರಿನಲ್ಲಿ 18 ಮಕ್ಕಳನ್ನು ಉಳಿಸಲಾಗಿದೆ, ಮುಂದೆ ಮೈಸೂರಿನ ಚೆಲುವಾಂಬ ಆಸ್ಪತ್ರೆಯಲ್ಲೂ ಮಾಡಲಾಗುವುದು ಎಂದರು. xyxy=(435,1763,795,1948)
rotary-byline: ರೇಣಾ ಸುದ್ದಿ xyxy=(435,1741,492,1759)
tagline: ಜಿಲ್ಲಾ ಜನಪರ ದಿನ ಪತ್ರಿಕೆ xyxy=(802,238,952,260)
email: reshmenadudaily@gmail.com xyxy=(621,265,909,288)
body-rotary-left2: ಚಾಮರಾಜನಗರದಲ್ಲಿ ರೋಟರಿ ಸಂಸ್ಥೆ ಉತ್ತಮ ಜನಪರ ಕಾರ್ಯಗಳನ್ನು ಮಾಡುತ್ತಿದ್ದು ಇಲ್ಲಿಗೆ ಹೆಚ್ಚಿನ ಅಧ್ಯಕ್ಷ ನಿಡಲಾಗುವುದು, ಡಯಾಲಿಸಿಸ್ ಕೇಂದ್ರ ಜಾಗೃತಿಯಂತಹ ಸೇವೆ ಕಾರ್ಯಕ್ರಮಗಳನ್ನು ಮಾಡುತ್ತಿದ್ದು ಮುಂದಿನ ದಿನಗಳಲ್ಲಿ ಕಣ್ಣಿನ ಆಸ್ಪತ್ರೆ ತೆರೆಯುವ ಬಗ್ಗೆ ಚಿಂತನೆ ನಡೆಸಲಾಗುತ್ತಿದೆ ಎಂದರು. ಜಿಲ್ಲೆಯ ಜನರ ಆಶೋತ್ತರಗಳಿಗೆ ಈಡೇರಿಸುವ ನಿಟ್ಟಿನಲ್ಲಿ xyxy=(435,2114,795,2186)
body-rotary-right: ರೋಟರಿ ಸಿಲ್ಕ್ ಸಿಟಿ ವತಿಯಿಂದ ಮನೋರಂಜನೆಯೊಂದಿಗೆ ಸೇವಾನಿಧಿ ಸಂಗ್ರಹಣೆ ಅಡಿಯಲ್ಲಿ ಸೆ. 6ರಂದು ಜೆ ಟಿವಿಯ ಸ್ಟ್ಯಾಂಡ್ ಅಪ್ ಕಾಮಿಡಿ ಖ್ಯಾತಿಯ ರಾಘವೇಂದ್ರ ಆಚಾರ್ ಅವರಿಂದ ನಗರದ ಜೆ.ಎಚ್. ಪಟೇಲ್ ಸಭಾಂಗಣದಲ್ಲಿ ಸ್ಟ್ಯಾಂಡ್ ಅಪ್ ಕಾಮಿಡಿ ಕಾರ್ಯಕ್ರಮ ಹಮ್ಮಿಕೊಳ್ಳಲಾಗಿದೆ ಎಂದು ರೋಟರಿ ಸಿಲ್ಕ್ ಸಿಟಿ ಅಧ್ಯಕ್ಷ ಎಚ್.ಪಿ. ಶಿವಶಂಕರಮೂರ್ತಿ ತಿಳಿಸಿದರು. ಸಂಜೆ 6 ಗಂಟೆಯಿಂದ 8 ಗಂಟೆವರೆಗೆ ಕಾರ್ಯಕ್ರಮ ನಡೆಯಲಿದ್ದು ಒಬ್ಬರಿಗೆ 350 ರೂ. ಟಿಕೆಟ್ ನಿಗದಿಪಡಿಸಲಾಗಿದೆ ಎಂದರು. ಪತ್ರಿಕಾಗೋಷ್ಠಿಯಲ್ಲಿ ಸಹಾಯಕ ಗೌರ್ನರ್ ದೊಡ್ಡರಾಯಪೇಟೆ ಗಿರೀಶ್, ಜಿಲ್ಲಾ ಕಾರ್ಯದರ್ಶಿ ವೆಂಕಟೇಶ್, ಡಿ.ಪಿ.ವಿಶ್ವಾಸ್ ಇದ್ದರು. xyxy=(1164,2114,1512,2258)
photo-elephant-lorry xyxy=(711,445,1181,717)
